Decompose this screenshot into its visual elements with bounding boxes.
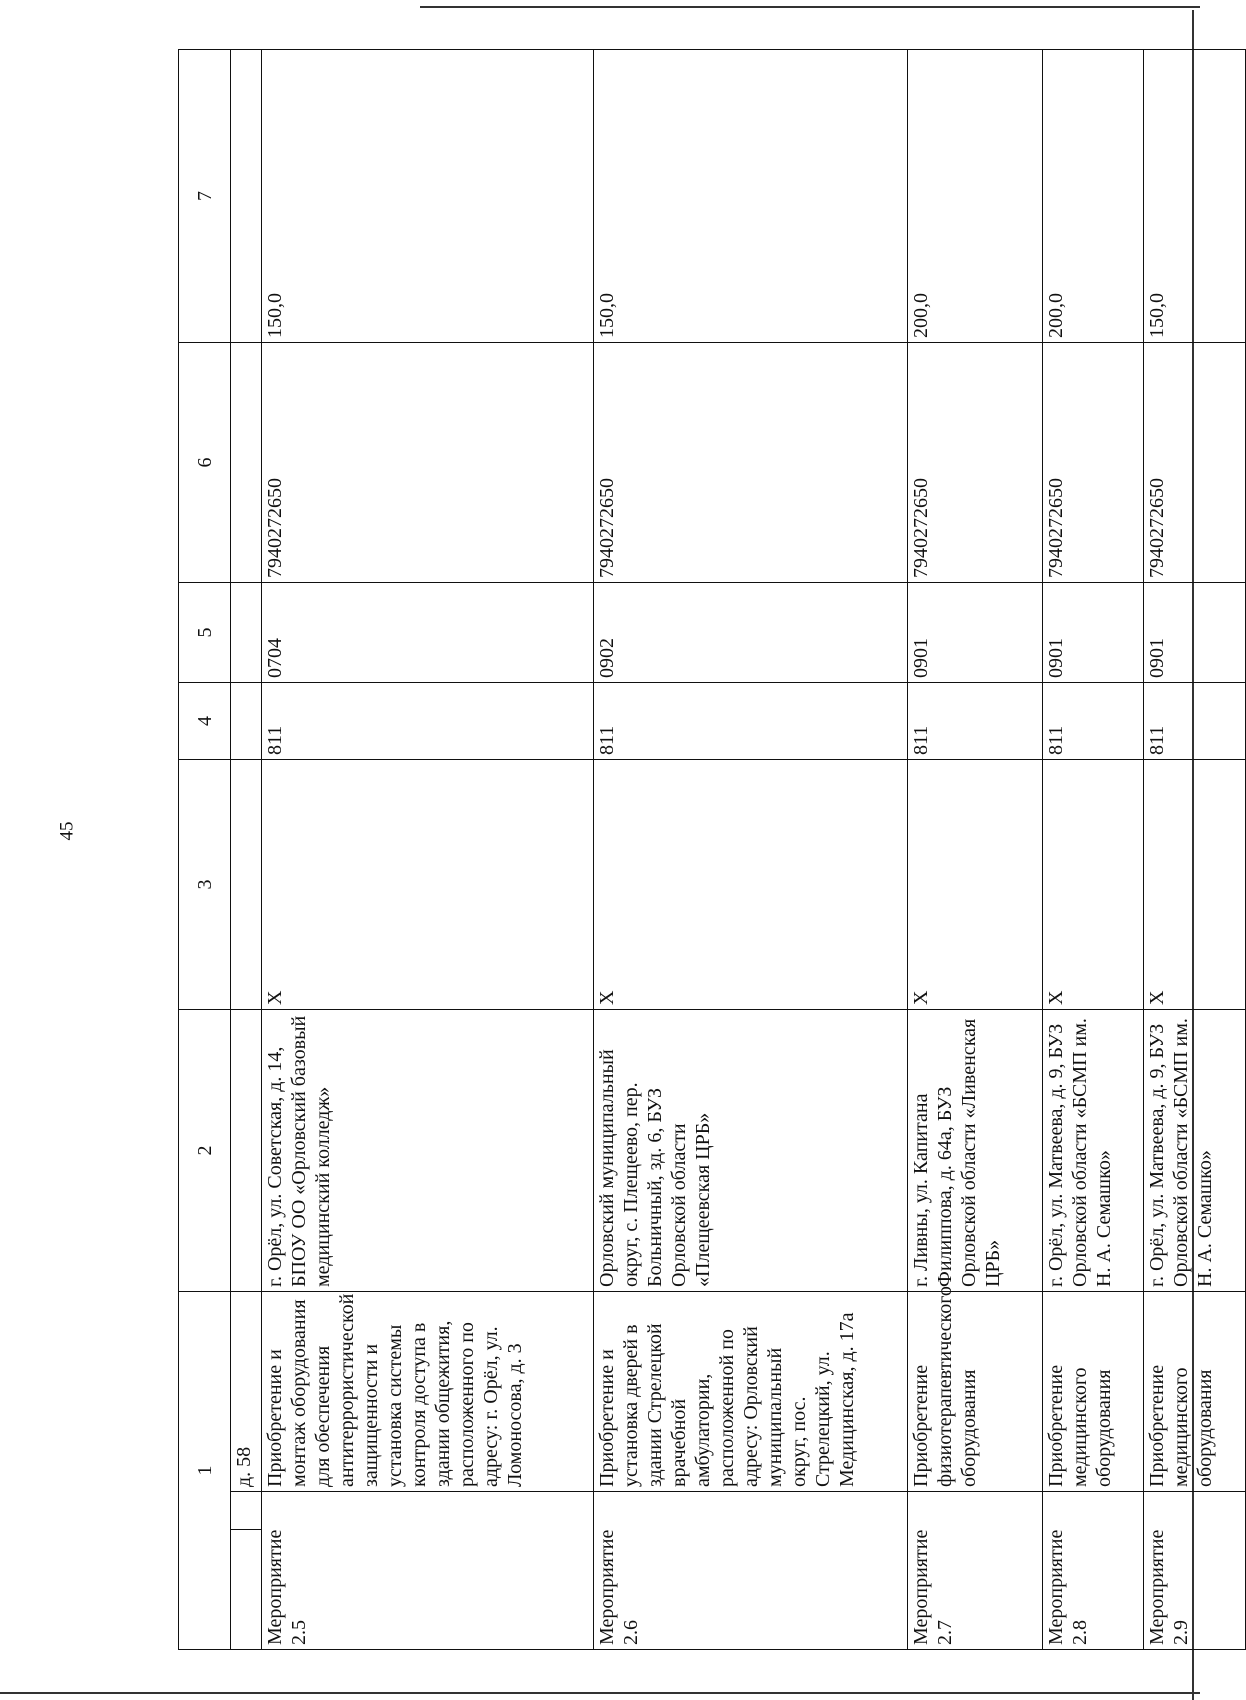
page-number: 45 bbox=[56, 821, 78, 841]
measure-name: Приобретение и монтаж оборудования для обеспечения антитеррористической защищенности и установка системы контроля доступа в здании общежития, расположенного по адресу: г. Орёл, ул. Ломоносова, д. 3 bbox=[261, 1291, 594, 1491]
header-col-5: 5 bbox=[179, 582, 231, 682]
measures-table bbox=[178, 49, 1246, 1650]
col-5-value: 0704 bbox=[261, 582, 594, 682]
col-7-value: 200,0 bbox=[1042, 49, 1144, 342]
header-col-1: 1 bbox=[179, 1291, 231, 1649]
measure-location: г. Орёл, ул. Советская, д. 14, БПОУ ОО «Орловский базовый медицинский колледж» bbox=[261, 1009, 594, 1291]
col-6-value: 7940272650 bbox=[594, 342, 908, 582]
measure-location: г. Ливны, ул. Капитана Филиппова, д. 64а, БУЗ Орловской области «Ливенская ЦРБ» bbox=[908, 1009, 1043, 1291]
col-7-value: 150,0 bbox=[594, 49, 908, 342]
cont-empty-8 bbox=[230, 49, 261, 342]
measure-name: Приобретение медицинского оборудования bbox=[1144, 1291, 1246, 1491]
col-5-value: 0901 bbox=[1042, 582, 1144, 682]
rotated-table-container bbox=[178, 50, 1246, 1650]
measure-id: Мероприятие 2.8 bbox=[1042, 1492, 1144, 1650]
col-6-value: 7940272650 bbox=[908, 342, 1043, 582]
measure-id: Мероприятие 2.5 bbox=[261, 1492, 594, 1650]
col-3-value: Х bbox=[1144, 759, 1246, 1009]
col-6-value: 7940272650 bbox=[1144, 342, 1246, 582]
col-4-value: 811 bbox=[594, 682, 908, 759]
table-row bbox=[594, 49, 908, 1649]
col-7-value: 150,0 bbox=[261, 49, 594, 342]
table-row bbox=[908, 49, 1043, 1649]
col-4-value: 811 bbox=[261, 682, 594, 759]
col-3-value: Х bbox=[261, 759, 594, 1009]
header-col-3: 3 bbox=[179, 759, 231, 1009]
continuation-row bbox=[230, 49, 261, 1649]
header-col-4: 4 bbox=[179, 682, 231, 759]
col-5-value: 0901 bbox=[908, 582, 1043, 682]
col-7-value: 150,0 bbox=[1144, 49, 1246, 342]
measure-name: Приобретение физиотерапевтического оборудования bbox=[908, 1291, 1043, 1491]
measure-name: Приобретение и установка дверей в здании Стрелецкой врачебной амбулатории, расположенной по адресу: Орловский муниципальный округ, пос. Стрелецкий, ул. Медицинская, д. 17а bbox=[594, 1291, 908, 1491]
cont-empty-1 bbox=[230, 1530, 261, 1650]
col-4-value: 811 bbox=[1042, 682, 1144, 759]
header-col-7: 7 bbox=[179, 49, 231, 342]
col-3-value: Х bbox=[908, 759, 1043, 1009]
cont-empty-3 bbox=[230, 1009, 261, 1291]
col-4-value: 811 bbox=[1144, 682, 1246, 759]
header-row bbox=[179, 49, 231, 1649]
header-col-6: 6 bbox=[179, 342, 231, 582]
scan-border-bottom bbox=[0, 1692, 1200, 1694]
measure-id: Мероприятие 2.6 bbox=[594, 1492, 908, 1650]
measure-id: Мероприятие 2.7 bbox=[908, 1492, 1043, 1650]
measure-name: Приобретение медицинского оборудования bbox=[1042, 1291, 1144, 1491]
col-6-value: 7940272650 bbox=[1042, 342, 1144, 582]
table-row bbox=[261, 49, 594, 1649]
measure-location: г. Орёл, ул. Матвеева, д. 9, БУЗ Орловской области «БСМП им. Н. А. Семашко» bbox=[1144, 1009, 1246, 1291]
col-3-value: Х bbox=[594, 759, 908, 1009]
measure-location: Орловский муниципальный округ, с. Плещеево, пер. Больничный, зд. 6, БУЗ Орловской области «Плещеевская ЦРБ» bbox=[594, 1009, 908, 1291]
cont-empty-2 bbox=[230, 1492, 261, 1530]
scan-border-top bbox=[420, 6, 1200, 8]
continuation-text: д. 58 bbox=[230, 1291, 261, 1491]
header-col-2: 2 bbox=[179, 1009, 231, 1291]
col-4-value: 811 bbox=[908, 682, 1043, 759]
table-row bbox=[1144, 49, 1246, 1649]
measure-location: г. Орёл, ул. Матвеева, д. 9, БУЗ Орловской области «БСМП им. Н. А. Семашко» bbox=[1042, 1009, 1144, 1291]
col-5-value: 0902 bbox=[594, 582, 908, 682]
cont-empty-6 bbox=[230, 582, 261, 682]
table-row bbox=[1042, 49, 1144, 1649]
col-7-value: 200,0 bbox=[908, 49, 1043, 342]
cont-empty-5 bbox=[230, 682, 261, 759]
cont-empty-4 bbox=[230, 759, 261, 1009]
col-5-value: 0901 bbox=[1144, 582, 1246, 682]
col-6-value: 7940272650 bbox=[261, 342, 594, 582]
cont-empty-7 bbox=[230, 342, 261, 582]
col-3-value: Х bbox=[1042, 759, 1144, 1009]
measure-id: Мероприятие 2.9 bbox=[1144, 1492, 1246, 1650]
